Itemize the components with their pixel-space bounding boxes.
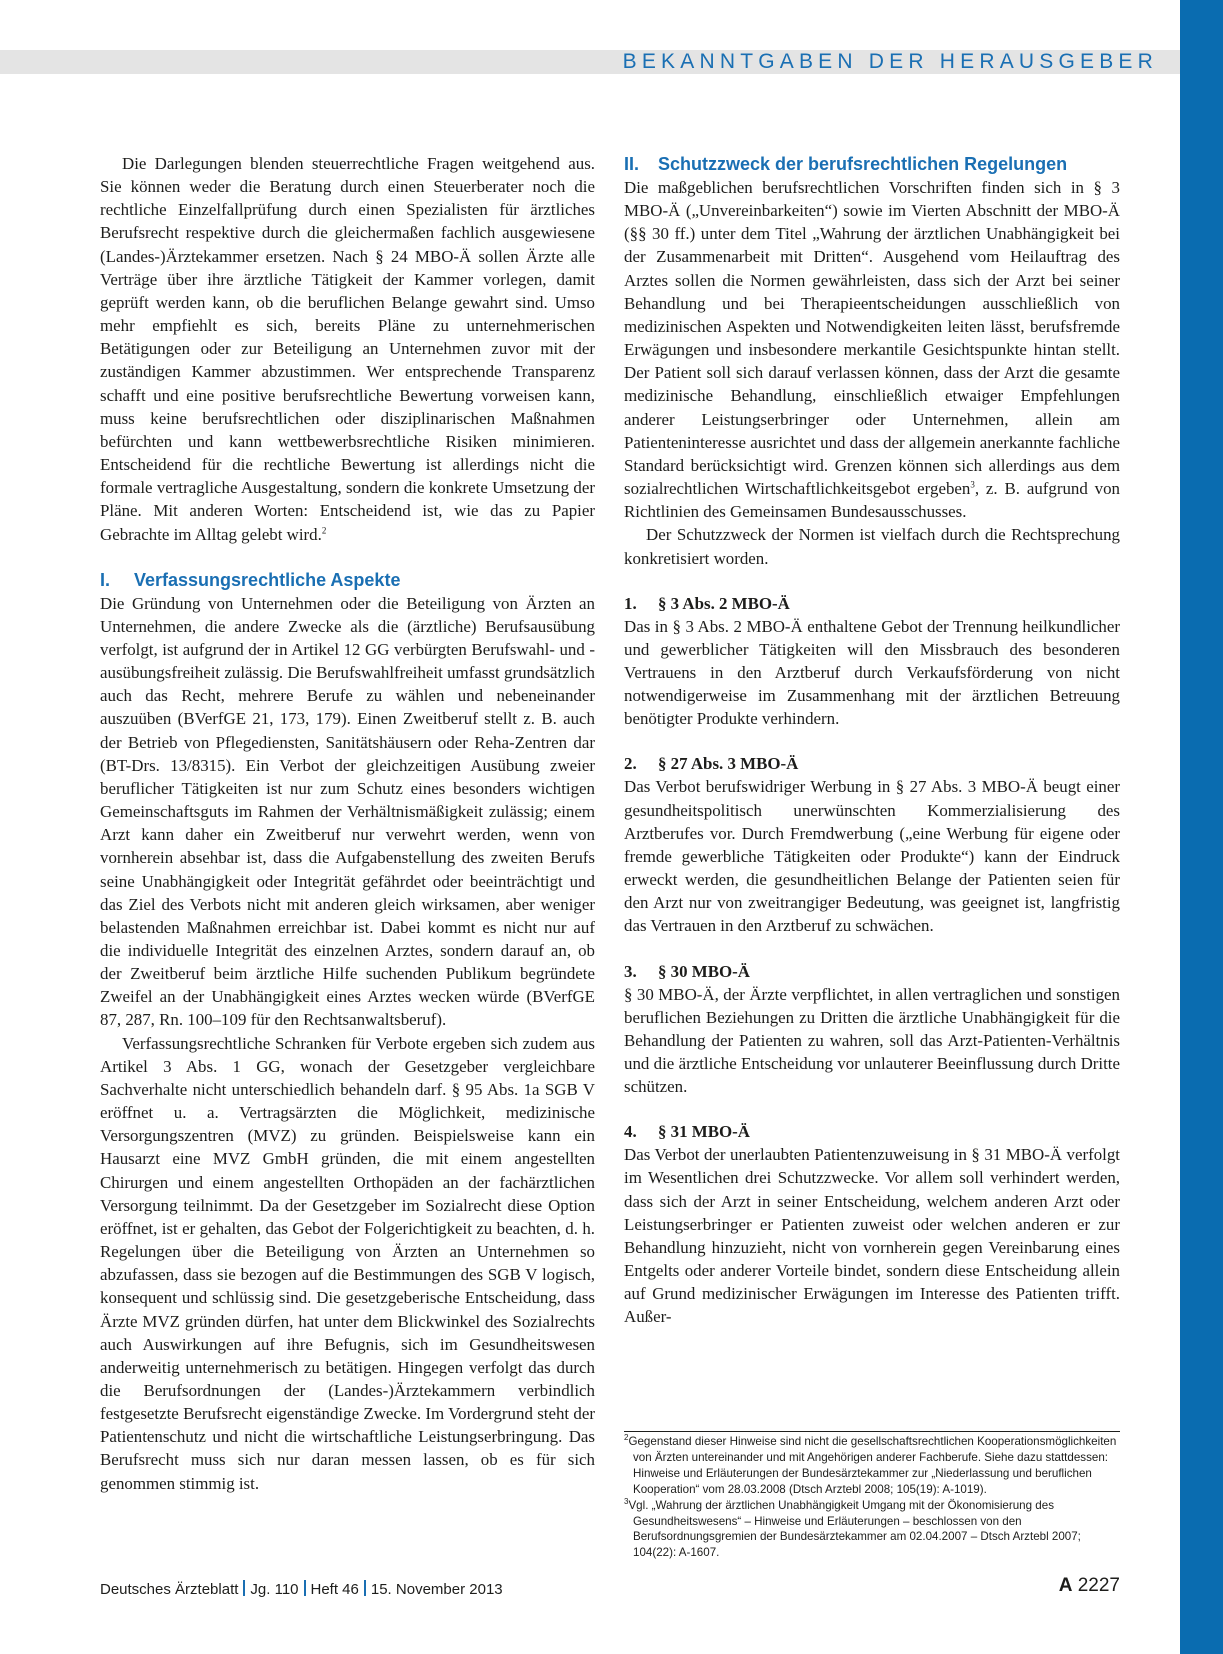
subsection-heading <box>624 592 1120 615</box>
journal-issue: Heft 46 <box>310 1581 359 1598</box>
subsection-text: Das Verbot berufswidriger Werbung in § 27 Abs. 3 MBO-Ä beugt einer gesundheitspolitisch unerwünschten Kommerzialisierung des Arztberufes vor. Durch Fremdwerbung („eine Werbung für eigene oder fremde gewerbliche Tätigkeiten oder Produkte“) kann der Eindruck erweckt werden, die gesundheitlichen Belange der Patienten seien für den Arzt nur von zweitrangiger Bedeutung, was geeignet ist, langfristig das Vertrauen in den Arztberuf zu schwächen. <box>624 777 1120 936</box>
subsection-heading <box>624 1120 1120 1143</box>
section2-text-b: , z. B. aufgrund von Richtlinien des Gemeinsamen Bundesausschusses. <box>624 479 1120 522</box>
footnote-divider <box>624 1431 1120 1432</box>
footer-separator <box>364 1580 366 1596</box>
section2-text-a: Die maßgeblichen berufsrechtlichen Vorschriften finden sich in § 3 MBO-Ä („Unvereinbarkeiten“) sowie im Vierten Abschnitt der MBO-Ä (§§ 30 ff.) unter dem Titel „Wahrung der ärztlichen Unabhängigkeit bei der Zusammenarbeit mit Dritten“. Ausgehend vom Heilauftrag des Arztes sollen die Normen gewährleisten, dass sich der Arzt bei seiner Behandlung und bei Therapieentscheidungen ausschließlich von medizinischen Aspekten und Notwendigkeiten leiten lässt, berufsfremde Erwägungen und insbesondere merkantile Gesichtspunkte hintan stellt. Der Patient soll sich darauf verlassen können, dass der Arzt die gesamte medizinische Behandlung, einschließlich etwaiger Empfehlungen anderer Leistungserbringer oder Unternehmen, allein am Patienteninteresse ausrichtet und dass der allgemein anerkannte fachliche Standard berücksichtigt wird. Grenzen können sich allerdings aus dem sozialrechtlichen Wirtschaftlichkeitsgebot ergeben <box>624 178 1120 499</box>
subsection-number: 2. <box>624 754 637 774</box>
footnote-text: Vgl. „Wahrung der ärztlichen Unabhängigkeit Umgang mit der Ökonomisierung des Gesundheitswesens“ – Hinweise und Erläuterungen – beschlossen von den Berufsordnungsgremien der Bundesärztekammer am 02.04.2007 – Dtsch Arztebl 2007; 104(22): A-1607. <box>628 1498 1081 1560</box>
intro-paragraph <box>100 152 595 546</box>
page-prefix: A <box>1058 1575 1073 1596</box>
section2-paragraph1 <box>624 176 1120 523</box>
subsection-text: Das in § 3 Abs. 2 MBO-Ä enthaltene Gebot der Trennung heilkundlicher und gewerblicher Tätigkeiten will den Missbrauch des besonderen Vertrauens in den Arztberuf durch Verkaufsförderung von nicht notwendigerweise im Zusammenhang mit der ärztlichen Betreuung benötigter Produkte verhindern. <box>624 616 1120 729</box>
subsection-heading <box>624 752 1120 775</box>
section-number: I. <box>100 569 111 590</box>
section2-paragraph2: Der Schutzzweck der Normen ist vielfach durch die Rechtsprechung konkretisiert worden. <box>624 525 1120 568</box>
subsection-title: § 30 MBO-Ä <box>658 961 750 981</box>
footnote-ref: 2 <box>321 524 327 535</box>
section-heading-1 <box>100 568 595 592</box>
footer-separator <box>243 1580 245 1596</box>
subsection-number: 1. <box>624 593 637 613</box>
subsection-title: § 3 Abs. 2 MBO-Ä <box>658 593 790 613</box>
page-number <box>1059 1575 1120 1597</box>
section-header-title: BEKANNTGABEN DER HERAUSGEBER <box>622 50 1158 73</box>
section-title: Schutzzweck der berufsrechtlichen Regelungen <box>658 154 1068 174</box>
subsection-text: § 30 MBO-Ä, der Ärzte verpflichtet, in allen vertraglichen und sonstigen beruflichen Beziehungen zu Dritten die ärztliche Unabhängigkeit für die Behandlung der Patienten zu wahren, soll das Arzt-Patienten-Verhältnis und die ärztliche Entscheidung vor unlauterer Beeinflussung durch Dritte schützen. <box>624 984 1120 1097</box>
left-column <box>100 152 595 1495</box>
subsection-title: § 27 Abs. 3 MBO-Ä <box>658 754 799 774</box>
subsection-number: 3. <box>624 961 637 981</box>
subsection-heading <box>624 960 1120 983</box>
page-footer <box>100 1580 503 1598</box>
journal-name: Deutsches Ärzteblatt <box>100 1581 239 1598</box>
footnote-number: 2 <box>624 1433 629 1443</box>
right-column <box>624 152 1120 1329</box>
section1-paragraph2: Verfassungsrechtliche Schranken für Verbote ergeben sich zudem aus Artikel 3 Abs. 1 GG, wonach der Gesetzgeber vergleichbare Sachverhalte nicht unterschiedlich behandeln darf. § 95 Abs. 1a SGB V eröffnet u. a. Vertragsärzten die Möglichkeit, medizinische Versorgungszentren (MVZ) zu gründen. Beispielsweise kann ein Hausarzt eine MVZ GmbH gründen, die mit einem angestellten Chirurgen und einem angestellten Orthopäden an der fachärztlichen Versorgung teilnimmt. Da der Gesetzgeber im Sozialrecht diese Option eröffnet, ist er gehalten, das Gebot der Folgerichtigkeit zu beachten, d. h. Regelungen über die Beteiligung von Ärzten an Unternehmen so abzufassen, dass sie bezogen auf die Bestimmungen des SGB V logisch, konsequent und schlüssig sind. Die gesetzgeberische Entscheidung, dass Ärzte MVZ gründen dürfen, hat unter dem Blickwinkel des Sozialrechts auch Auswirkungen auf ihre Befugnis, sich im Gesundheitswesen anderweitig unternehmerisch zu betätigen. Hingegen verfolgt das durch die Berufsordnungen der (Landes-)Ärztekammern verbindlich festgesetzte Berufsrecht eigenständige Zwecke. Im Vordergrund steht der Patientenschutz und nicht die wirtschaftliche Leistungserbringung. Das Berufsrecht muss sich nur daran messen lassen, ob es für sich genommen stimmig ist. <box>100 1033 595 1493</box>
footer-separator <box>304 1580 306 1596</box>
subsection-number: 4. <box>624 1122 637 1142</box>
right-accent-bar <box>1180 0 1223 1654</box>
section-title: Verfassungsrechtliche Aspekte <box>134 569 401 590</box>
footnote <box>624 1434 1122 1498</box>
journal-date: 15. November 2013 <box>370 1581 503 1598</box>
subsection-title: § 31 MBO-Ä <box>658 1122 750 1142</box>
intro-text: Die Darlegungen blenden steuerrechtliche Fragen weitgehend aus. Sie können weder die Beratung durch einen Steuerberater noch die rechtliche Einzelfallprüfung durch einen Spezialisten für ärztliches Berufsrecht respektive durch die gleichermaßen fachlich ausgewiesene (Landes-)Ärztekammer ersetzen. Nach § 24 MBO-Ä sollen Ärzte alle Verträge über ihre ärztliche Tätigkeit der Kammer vorlegen, damit geprüft werden kann, ob die beruflichen Belange gewahrt sind. Umso mehr empfiehlt es sich, bereits Pläne zu unternehmerischen Betätigungen oder zur Beteiligung an Unternehmen zuvor mit der zuständigen Kammer abzustimmen. Wer entsprechende Transparenz schafft und eine positive berufsrechtliche Bewertung vorweisen kann, muss keine berufsrechtlichen oder disziplinarischen Maßnahmen befürchten und kann wettbewerbsrechtliche Risiken minimieren. Entscheidend für die rechtliche Bewertung ist allerdings nicht die formale vertragliche Ausgestaltung, sondern die konkrete Umsetzung der Pläne. Mit anderen Worten: Entscheidend ist, wie das zu Papier Gebrachte im Alltag gelebt wird. <box>100 154 595 544</box>
footnotes <box>624 1434 1122 1561</box>
journal-volume: Jg. 110 <box>250 1581 299 1598</box>
section1-paragraph1: Die Gründung von Unternehmen oder die Beteiligung von Ärzten an Unternehmen, die andere Zwecke als die (ärztliche) Berufsausübung verfolgt, ist aufgrund der in Artikel 12 GG verbürgten Berufswahl- und -ausübungsfreiheit zulässig. Die Berufswahlfreiheit umfasst grundsätzlich auch das Recht, mehrere Berufe zu wählen und nebeneinander auszuüben (BVerfGE 21, 173, 179). Einen Zweitberuf stellt z. B. auch der Betrieb von Pflegediensten, Sanitätshäusern oder Reha-Zentren dar (BT-Drs. 13/8315). Ein Verbot der gleichzeitigen Ausübung zweier beruflicher Tätigkeiten ist nur zum Schutz eines besonders wichtigen Gemeinschaftsguts im Rahmen der Verhältnismäßigkeit zulässig; einem Arzt kann daher ein Zweitberuf nur verwehrt werden, wenn von vornherein absehbar ist, dass die Aufgabenstellung des zweiten Berufs seine Unabhängigkeit oder Integrität gefährdet oder beeinträchtigt und das Ziel des Verbots nicht mit anderen gleich wirksamen, aber weniger belastenden Maßnahmen erreichbar ist. Dabei kommt es nicht nur auf die individuelle Integrität des einzelnen Arztes, sondern darauf an, ob der Zweitberuf beim ärztliche Hilfe suchenden Publikum begründete Zweifel an der Unabhängigkeit eines Arztes wecken würde (BVerfGE 87, 287, Rn. 100–109 für den Rechtsanwaltsberuf). <box>100 593 595 1030</box>
footnote-text: Gegenstand dieser Hinweise sind nicht die gesellschaftsrechtlichen Kooperationsmöglichkeiten von Ärzten untereinander und mit Angehörigen anderer Fachberufe. Siehe dazu stattdessen: Hinweise und Erläuterungen der Bundesärztekammer zur „Niederlassung und beruflichen Kooperation“ vom 28.03.2008 (Dtsch Arztebl 2008; 105(19): A-1019). <box>628 1435 1117 1496</box>
footnote-ref: 3 <box>970 479 975 490</box>
section-number: II. <box>624 154 640 174</box>
footnote-number: 3 <box>624 1496 629 1506</box>
footnote <box>624 1498 1122 1562</box>
page-number-value: 2227 <box>1077 1575 1120 1596</box>
section-heading-2 <box>624 152 1120 176</box>
subsection-text: Das Verbot der unerlaubten Patientenzuweisung in § 31 MBO-Ä verfolgt im Wesentlichen drei Schutzzwecke. Vor allem soll verhindert werden, dass sich der Arzt in seiner Entscheidung, welchem anderen Arzt oder Leistungserbringer er Patienten zuweist oder welchen anderen er zur Behandlung hinzuzieht, nicht von vornherein gegen Vereinbarung eines Entgelts oder anderer Vorteile bindet, sondern diese Entscheidung allein auf Grund medizinischer Erwägungen im Interesse des Patienten trifft. Außer- <box>624 1145 1120 1327</box>
